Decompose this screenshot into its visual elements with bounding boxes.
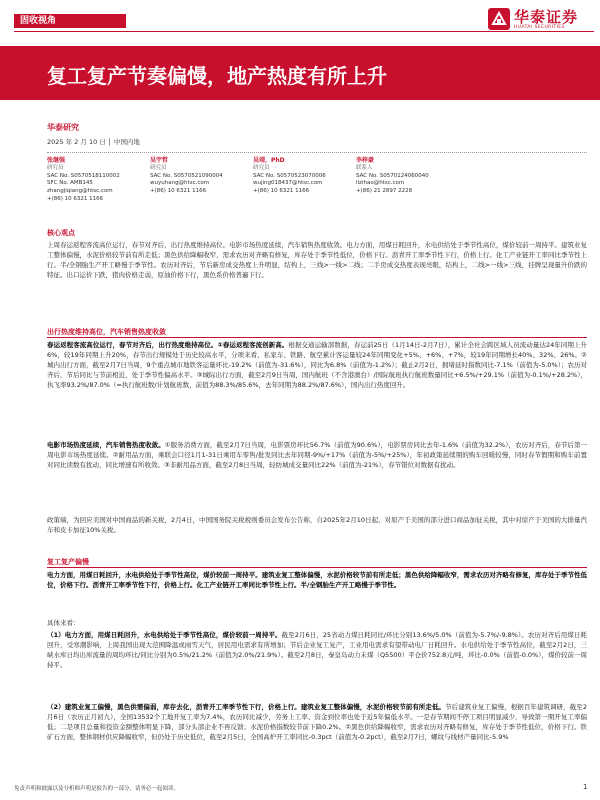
- travel-paragraph: [47, 340, 587, 430]
- analyst-role: 联系人: [356, 164, 373, 171]
- policy-paragraph: 政策端，为回应美国对中国商品的新关税，2月4日，中国国务院关税税则委员会发布公告称，自2025年2月10日起，对原产于美国的部分进口商品加征关税，其中对原产于美国的大排量汽车和皮卡加征10%关税。: [47, 516, 587, 534]
- analyst-role: 研究员: [47, 164, 64, 171]
- logo-chinese-name: 华泰证券: [514, 8, 579, 26]
- detail-construction-lead: （2）建筑业复工偏慢，黑色供需偏弱，库存去化，沥青开工率季节性下行，价格上行。建筑业复工整体偏慢，水泥价格较节前有所走低。: [47, 703, 446, 711]
- analyst-sac: SAC No. S0570521090004: [150, 172, 223, 179]
- report-date: 2025 年 2 月 10 日 │ 中国内地: [47, 138, 140, 146]
- analyst-email[interactable]: wujing018437@htsc.com: [253, 180, 323, 187]
- footer-disclaimer: 免责声明和披露以及分析师声明是报告的一部分，请务必一起阅读。: [14, 786, 180, 792]
- analyst-phone: +(86) 21 2897 2228: [356, 188, 413, 195]
- logo-english-name: HUATAI SECURITIES: [514, 25, 565, 30]
- research-org: 华泰研究: [47, 123, 79, 132]
- analyst-phone: +(86) 10 6321 1166: [150, 188, 207, 195]
- page-number: 1: [583, 783, 588, 791]
- analyst-sfc: SFC No. AMB145: [47, 180, 93, 187]
- travel-lead: 春运返程客流高位运行，春节对齐后，出行热度维持高位。①春运返程客流创新高。: [47, 341, 289, 349]
- analyst-name: 李梓豪: [356, 157, 375, 164]
- travel-body: 根据交通运输部数据，春运前25日（1月14日-2月7日），累计全社会跨区域人员流动量达24年同期上升6%，较19年同期上升20%，春节出行规模处于历史较高水平，分项来看，私家车、铁路、航空累计客运量较24年同期变化+5%、+6%、+7%，较19年同期增长40%、32%、26%。②城内出行方面，截至2月7日当周，9个重点城市地铁客运量环比-19.2%（前值为-31.6%），同比为6.8%（前值为-1.2%）；截止2月2日，拥堵延时指数同比-7.1%（前值为-5.0%）；农历对齐后，节后同比与节前相近，处于季节性偏高水平。③城际出行方面，截至2月9日当周，国内航班（不含港澳台）/国际航班执行航班数量同比+6.5%/+29.1%（前值为-0.1%/+28.2%），执飞率93.2%/87.0%（=执行航班数/计划航班数，前值为88.3%/85.6%，去年同期为88.2%/87.6%），国内出行热度回升。: [47, 341, 587, 389]
- detail-power-body: 截至2月6日，25省动力煤日耗同比/环比分别13.6%/5.0%（前值为-5.7%/-9.8%）。农历对齐后用煤日耗回升，受寒潮影响，上周我国出现大范围降温或雨雪天气，居民用电需求有所增加；节后企业复工复产，工业用电需求有望带动电厂日耗回升。水电供给处于季节性高位，截至2月2日，三峡水库日均出库流量的周均环比/同比分别为0.5%/21.2%（前值为2.0%/21.9%）。截至2月8日，秦皇岛动力末煤（Q5500）平仓价752.8元/吨，环比-0.0%（前值-0.0%），煤价较前一周持平。: [47, 631, 587, 669]
- analyst-sac: SAC No. S0570518110002: [47, 172, 120, 179]
- analyst-sac: SAC No. S0570124060040: [356, 172, 429, 179]
- detail-power-lead: （1）电力方面，用煤日耗回升，水电供给处于季节性高位，煤价较前一周持平。: [47, 631, 282, 639]
- section-heading-travel: 出行热度维持高位，汽车销售热度收敛: [47, 328, 166, 336]
- section-rule: [47, 567, 587, 568]
- header-tag: 固收视角: [20, 16, 57, 26]
- movies-body: ①服务消费方面，截至2月7日当周，电影票房环比56.7%（前值为90.6%），电影票房同比去年-1.6%（前值为32.2%），农历对齐后，春节后第一周电影市场热度延续。②耐用品方面，乘联会口径1月1-31日乘用车零售/批发同比去年同期-9%/+17%（前值为-5%/+25%），年初政策延续期的购车回暖较慢，同时春节假期和购车前置对同比读数有扰动，同比增速有所收敛。③非耐用品方面，截至2月8日当周，轻纺城成交量同比22%（前值为-21%），春节错位对数据有扰动。: [47, 441, 587, 469]
- detail-power-paragraph: [47, 630, 587, 702]
- analyst-name: 张继强: [47, 157, 66, 164]
- analyst-sac: SAC No. S0570523070006: [253, 172, 326, 179]
- analyst-name: 吴靖，PhD: [253, 157, 285, 164]
- detail-construction-body: 节后建筑业复工偏慢，根据百年建筑调研，截至2月6日（农历正月初九），全国13532个工地开复工率为7.4%，农历同比减少，劳务上工率、资金到位率也处于近5年偏低水平。一是春节期间不停工项目明显减少，导致第一期开复工率偏低；二是项目总量和投资金额整体明显下降，部分头部企业不再反馈；水泥价格指数较节前下降0.2%。②黑色供给降幅收窄，需求农历对齐略有修复，库存处于季节性低位，价格下行。铁矿石方面，整体钢材供应降幅收窄，但仍处于历史低位，截至2月5日，全国高炉开工率同比-0.3pct（前值为-0.2pct），截至2月7日，螺纹与线材产量同比-5.9%: [47, 703, 587, 741]
- section-heading-core: 核心观点: [47, 229, 75, 237]
- core-view-paragraph: 上周春运返程客流高位运行，春节对齐后，出行热度维持高位。电影市场热度延续，汽车销售热度收敛。电力方面，用煤日耗回升，水电供给处于季节性高位，煤价较前一周持平。建筑业复工整体偏慢，水泥价格较节前有所走低；黑色供给降幅收窄，需求农历对齐略有修复，库存处于季节性低位，价格下行。沥青开工率季节性下行，价格上行。化工产业链开工率同比季节性上行。半/全钢胎生产开工略慢于季节性。农历对齐后，节后新房成交热度上升明显，结构上，三线>一线>二线；二手房成交热度表现亮眼，结构上，二线>一线>三线，挂牌呈现量升价跌的特征。出口运价下跌，猪肉价格走弱，原油价格下行，黑色系价格普遍下行。: [47, 241, 587, 279]
- analyst-phone: +(86) 10 6321 1166: [253, 188, 310, 195]
- movies-paragraph: [47, 440, 587, 500]
- analyst-email[interactable]: zhangjiqiang@htsc.com: [47, 188, 113, 195]
- analyst-email[interactable]: lizihao@htsc.com: [356, 180, 405, 187]
- analyst-email[interactable]: wuyuhang@htsc.com: [150, 180, 210, 187]
- production-paragraph: [47, 570, 587, 612]
- report-title: 复工复产节奏偏慢，地产热度有所上升: [47, 64, 387, 88]
- huatai-logo-icon: [488, 8, 510, 30]
- analyst-name: 吴宇哲: [150, 157, 169, 164]
- analyst-phone: +(86) 10 6321 1166: [47, 195, 104, 202]
- analyst-role: 研究员: [150, 164, 167, 171]
- analyst-role: 研究员: [253, 164, 270, 171]
- movies-lead: 电影市场热度延续，汽车销售热度收敛。: [47, 441, 165, 449]
- section-rule: [47, 337, 587, 338]
- detail-intro: 具体来看：: [47, 619, 80, 627]
- production-lead: 电力方面，用煤日耗回升，水电供给处于季节性高位，煤价较前一周持平。建筑业复工整体偏慢，水泥价格较节前有所走低；黑色供给降幅收窄，需求农历对齐略有修复，库存处于季节性低位，价格下行。沥青开工率季节性下行，价格上行。化工产业链开工率同比季节性上行。半/全钢胎生产开工略慢于季节性。: [47, 571, 587, 589]
- date-separator: [47, 152, 587, 153]
- huatai-logo: [488, 6, 588, 34]
- analyst-card: [356, 157, 481, 196]
- section-heading-production: 复工复产偏慢: [47, 558, 89, 566]
- detail-construction-paragraph: [47, 702, 587, 778]
